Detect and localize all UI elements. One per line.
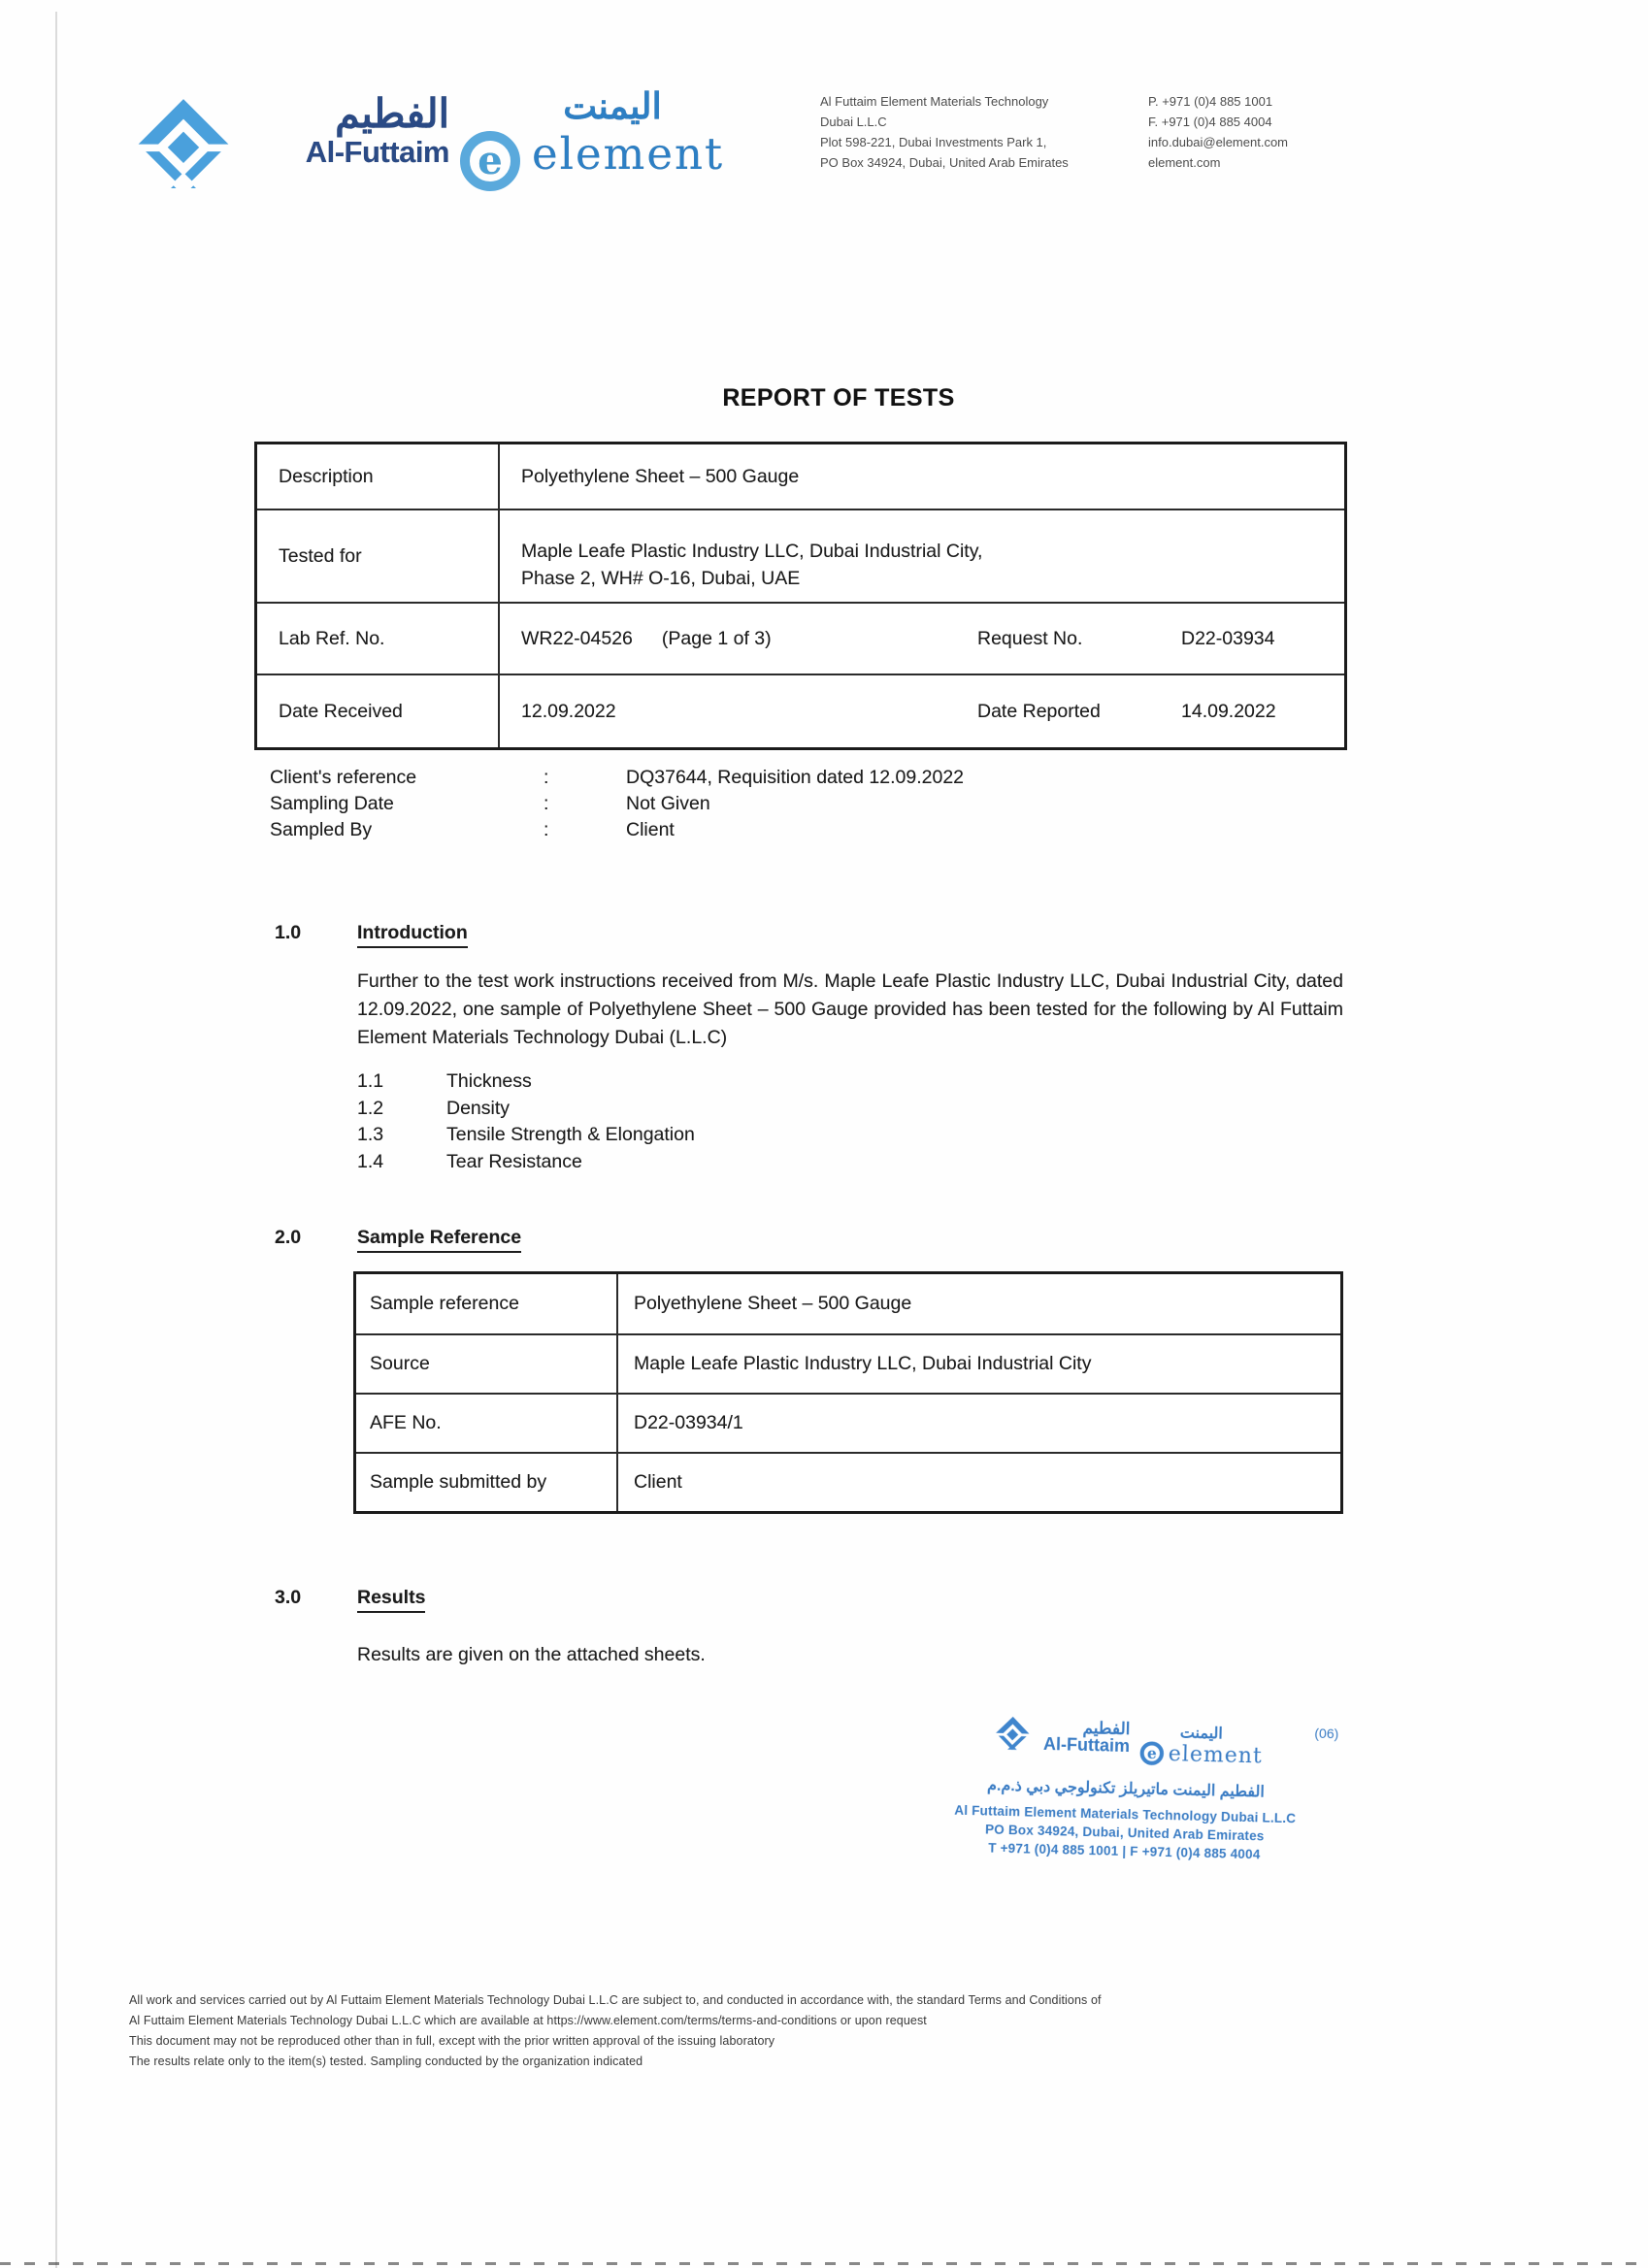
- tested-for-line2: Phase 2, WH# O-16, Dubai, UAE: [521, 567, 801, 589]
- report-summary-table: [254, 442, 1347, 750]
- table-value: [498, 674, 1344, 747]
- request-no-value: D22-03934: [1181, 627, 1275, 649]
- row-separator: :: [544, 767, 549, 788]
- stamp-annotation: (06): [1314, 1725, 1339, 1742]
- row-value: Client: [626, 819, 675, 840]
- address-line: Plot 598-221, Dubai Investments Park 1,: [820, 135, 1047, 149]
- table-label: Sample reference: [370, 1293, 519, 1314]
- stamp-element-logo-icon: [1139, 1740, 1166, 1766]
- table-value: Polyethylene Sheet – 500 Gauge: [616, 1274, 1340, 1333]
- stamp-address-line2: PO Box 34924, Dubai, United Arab Emirates: [984, 1822, 1265, 1844]
- stamp-element-arabic: اليمنت: [1179, 1725, 1224, 1743]
- sample-reference-table: [353, 1271, 1343, 1514]
- website-line: element.com: [1148, 155, 1221, 170]
- item-label: Thickness: [446, 1070, 532, 1092]
- address-line: Al Futtaim Element Materials Technology: [820, 94, 1049, 109]
- item-number: 1.3: [357, 1124, 384, 1145]
- table-label: Sample submitted by: [356, 1452, 616, 1511]
- alfuttaim-latin-text: Al-Futtaim: [305, 135, 449, 169]
- test-list: [357, 1068, 695, 1175]
- table-label: Tested for: [257, 509, 498, 602]
- email-line: info.dubai@element.com: [1148, 135, 1288, 149]
- client-reference-row: [270, 765, 964, 791]
- row-label: Sampling Date: [270, 793, 394, 814]
- item-label: Tear Resistance: [446, 1150, 582, 1172]
- list-item: [357, 1096, 695, 1123]
- table-value: Client: [616, 1452, 1340, 1511]
- svg-text:e: e: [1146, 1744, 1157, 1763]
- element-wordmark: element: [532, 128, 725, 180]
- stamp-address-line3: T +971 (0)4 885 1001 | F +971 (0)4 885 4004: [988, 1840, 1261, 1862]
- address-line: Dubai L.L.C: [820, 115, 887, 129]
- page-title: REPORT OF TESTS: [722, 384, 955, 411]
- stamp-arabic-line: الفطيم اليمنت ماتيريلز تكنولوجي دبي ذ.م.م: [986, 1777, 1265, 1801]
- footer-line: The results relate only to the item(s) tested. Sampling conducted by the organization indicated: [129, 2054, 643, 2068]
- table-label: Source: [356, 1333, 616, 1393]
- element-arabic-text: اليمنت: [563, 86, 662, 126]
- table-label: Description: [279, 465, 374, 487]
- scan-artifact-bottom-edge: [0, 2262, 1648, 2265]
- row-value: Not Given: [626, 793, 710, 814]
- section-heading-sample-reference: Sample Reference: [357, 1227, 521, 1253]
- row-label: Client's reference: [270, 767, 417, 788]
- stamp-address-line1: Al Futtaim Element Materials Technology Dubai L.L.C: [954, 1802, 1297, 1826]
- tested-for-line1: Maple Leafe Plastic Industry LLC, Dubai Industrial City,: [521, 540, 983, 562]
- table-label: Lab Ref. No.: [257, 602, 498, 674]
- item-number: 1.2: [357, 1097, 384, 1119]
- section-number: 3.0: [275, 1587, 302, 1608]
- terms-footer: [129, 1990, 1410, 2072]
- table-label: Date Received: [257, 674, 498, 747]
- stamp-alfuttaim-wordmark: [1043, 1719, 1131, 1756]
- scan-artifact-line: [55, 12, 57, 2268]
- stamp-element-latin: element: [1168, 1741, 1264, 1768]
- stamp-alfuttaim-latin: Al-Futtaim: [1042, 1733, 1131, 1757]
- alfuttaim-wordmark: [250, 93, 449, 169]
- list-item: [357, 1068, 695, 1096]
- lab-address-block: [820, 91, 1140, 173]
- alfuttaim-arabic-text: الفطيم: [335, 91, 449, 136]
- list-item: [357, 1122, 695, 1149]
- table-value: [498, 602, 1344, 674]
- footer-line: Al Futtaim Element Materials Technology Dubai L.L.C which are available at https://www.element.com/terms/terms-and-conditions or upon request: [129, 2014, 927, 2027]
- item-label: Tensile Strength & Elongation: [446, 1124, 695, 1145]
- row-separator: :: [544, 793, 549, 814]
- section-number: 1.0: [275, 922, 302, 943]
- stamp-address: [935, 1800, 1314, 1865]
- item-number: 1.1: [357, 1070, 384, 1092]
- section-heading-results: Results: [357, 1587, 425, 1613]
- fax-line: F. +971 (0)4 885 4004: [1148, 115, 1272, 129]
- address-line: PO Box 34924, Dubai, United Arab Emirates: [820, 155, 1069, 170]
- date-received-value: 12.09.2022: [521, 700, 616, 722]
- sampling-date-row: [270, 791, 964, 817]
- table-value: [498, 509, 1344, 602]
- client-reference-block: [270, 765, 964, 843]
- alfuttaim-logo-icon: [124, 97, 243, 202]
- section-heading-introduction: Introduction: [357, 922, 468, 948]
- svg-text:e: e: [478, 138, 503, 183]
- row-separator: :: [544, 819, 549, 840]
- row-value: DQ37644, Requisition dated 12.09.2022: [626, 767, 965, 788]
- sampled-by-row: [270, 817, 964, 843]
- stamp-alfuttaim-arabic: الفطيم: [1082, 1718, 1131, 1739]
- phone-line: P. +971 (0)4 885 1001: [1148, 94, 1273, 109]
- stamp-element-wordmark: [1139, 1711, 1264, 1768]
- lab-ref-value: WR22-04526: [521, 627, 633, 649]
- item-number: 1.4: [357, 1150, 384, 1172]
- table-value: Maple Leafe Plastic Industry LLC, Dubai Industrial City: [616, 1333, 1340, 1393]
- date-reported-label: Date Reported: [977, 700, 1101, 722]
- date-reported-value: 14.09.2022: [1181, 700, 1276, 722]
- element-logo-icon: [459, 130, 521, 192]
- table-label: AFE No.: [356, 1393, 616, 1452]
- table-value: Polyethylene Sheet – 500 Gauge: [498, 444, 1344, 509]
- list-item: [357, 1149, 695, 1176]
- row-label: Sampled By: [270, 819, 373, 840]
- item-label: Density: [446, 1097, 511, 1119]
- footer-line: All work and services carried out by Al Futtaim Element Materials Technology Dubai L.L.C are subject to, and conducted in accordance with, the standard Terms and Conditions of: [129, 1993, 1102, 2007]
- lab-contact-block: [1148, 91, 1401, 173]
- section-number: 2.0: [275, 1227, 302, 1248]
- stamp-alfuttaim-logo-icon: [991, 1716, 1035, 1756]
- request-no-label: Request No.: [977, 627, 1083, 649]
- results-statement: Results are given on the attached sheets.: [357, 1644, 706, 1665]
- laboratory-stamp: [935, 1706, 1339, 1864]
- introduction-paragraph: Further to the test work instructions received from M/s. Maple Leafe Plastic Industry LLC, Dubai Industrial City, dated 12.09.2022, one sample of Polyethylene Sheet – 500 Gauge provided has been tested for the following by Al Futtaim Element Materials Technology Dubai (L.L.C): [357, 970, 1343, 1048]
- stamp-logos: [938, 1706, 1317, 1770]
- footer-line: This document may not be reproduced other than in full, except with the prior written approval of the issuing laboratory: [129, 2034, 775, 2048]
- page-count-note: (Page 1 of 3): [661, 627, 772, 649]
- table-value: D22-03934/1: [616, 1393, 1340, 1452]
